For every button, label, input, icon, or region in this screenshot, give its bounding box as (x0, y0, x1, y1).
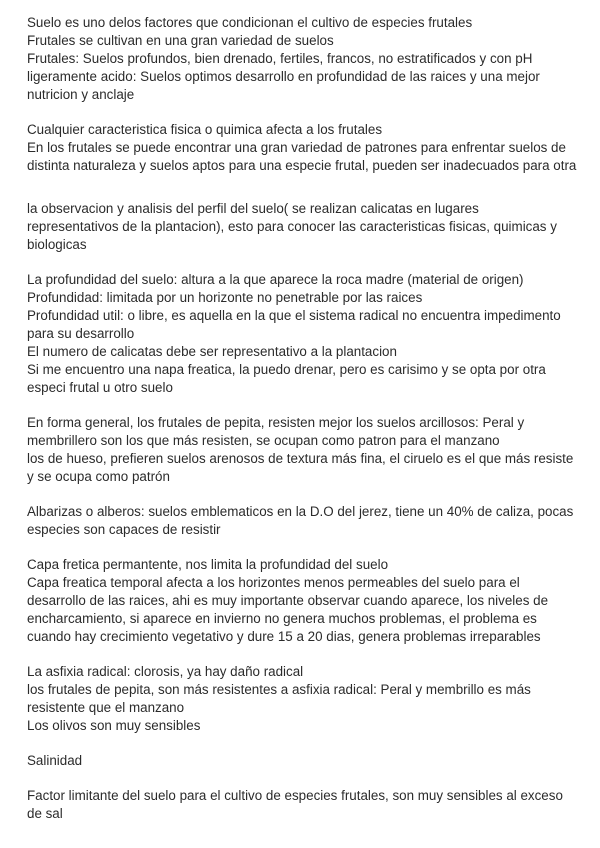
text-line: En los frutales se puede encontrar una gran variedad de patrones para enfrentar suelos de (27, 140, 566, 155)
paragraph-capa-freatica (27, 556, 576, 646)
text-line: Si me encuentro una napa freatica, la puedo drenar, pero es carisimo y se opta por otra (27, 362, 546, 377)
text-line: Frutales se cultivan en una gran variedad de suelos (27, 33, 334, 48)
text-line: especies son capaces de resistir (27, 522, 221, 537)
text-line: El numero de calicatas debe ser representativo a la plantacion (27, 344, 397, 359)
text-line: los de hueso, prefieren suelos arenosos de textura más fina, el ciruelo es el que más resiste (27, 451, 574, 466)
text-line: nutricion y anclaje (27, 87, 135, 102)
text-line: Profundidad: limitada por un horizonte no penetrable por las raices (27, 290, 423, 305)
text-line: Capa freatica temporal afecta a los horizontes menos permeables del suelo para el (27, 575, 520, 590)
text-line: y se ocupa como patrón (27, 469, 170, 484)
paragraph-profundidad (27, 271, 576, 397)
text-line: biologicas (27, 237, 87, 252)
text-line: distinta naturaleza y suelos aptos para una especie frutal, pueden ser inadecuados para otra (27, 158, 577, 173)
text-line: Suelo es uno delos factores que condicionan el cultivo de especies frutales (27, 15, 473, 30)
text-line: para su desarrollo (27, 326, 135, 341)
paragraph-suelo-factores (27, 14, 576, 104)
paragraph-salinidad-heading (27, 752, 576, 770)
paragraph-caracteristicas (27, 121, 576, 175)
text-line: En forma general, los frutales de pepita, resisten mejor los suelos arcillosos: Peral y (27, 415, 525, 430)
text-line: La asfixia radical: clorosis, ya hay daño radical (27, 664, 304, 679)
text-line: especi frutal u otro suelo (27, 380, 173, 395)
paragraph-factor-limitante (27, 787, 576, 823)
text-line: encharcamiento, si aparece en invierno no genera muchos problemas, el problema es (27, 611, 537, 626)
text-line: representativos de la plantacion), esto para conocer las caracteristicas fisicas, quimicas y (27, 219, 557, 234)
text-line: membrillero son los que más resisten, se ocupan como patron para el manzano (27, 433, 500, 448)
paragraph-pepita-hueso (27, 414, 576, 486)
text-line: los frutales de pepita, son más resistentes a asfixia radical: Peral y membrillo es más (27, 682, 531, 697)
text-line: Factor limitante del suelo para el cultivo de especies frutales, son muy sensibles al exceso (27, 788, 563, 803)
text-line: Los olivos son muy sensibles (27, 718, 201, 733)
text-line: La profundidad del suelo: altura a la que aparece la roca madre (material de origen) (27, 272, 524, 287)
text-line: Cualquier caracteristica fisica o quimica afecta a los frutales (27, 122, 383, 137)
text-line: Capa fretica permantente, nos limita la profundidad del suelo (27, 557, 389, 572)
text-line: desarrollo de las raices, ahi es muy importante observar cuando aparece, los niveles de (27, 593, 549, 608)
text-line: Profundidad util: o libre, es aquella en la que el sistema radical no encuentra impedimento (27, 308, 561, 323)
text-line: ligeramente acido: Suelos optimos desarrollo en profundidad de las raices y una mejor (27, 69, 540, 84)
paragraph-observacion-perfil (27, 200, 576, 254)
text-line: resistente que el manzano (27, 700, 185, 715)
text-line: cuando hay crecimiento vegetativo y dure 15 a 20 dias, genera problemas irreparables (27, 629, 541, 644)
section-heading: Salinidad (27, 753, 83, 768)
text-line: Albarizas o alberos: suelos emblematicos en la D.O del jerez, tiene un 40% de caliza, pocas (27, 504, 574, 519)
text-line: de sal (27, 806, 63, 821)
text-line: Frutales: Suelos profundos, bien drenado, fertiles, francos, no estratificados y con pH (27, 51, 533, 66)
paragraph-albarizas (27, 503, 576, 539)
text-line: la observacion y analisis del perfil del suelo( se realizan calicatas en lugares (27, 201, 479, 216)
paragraph-asfixia-radical (27, 663, 576, 735)
